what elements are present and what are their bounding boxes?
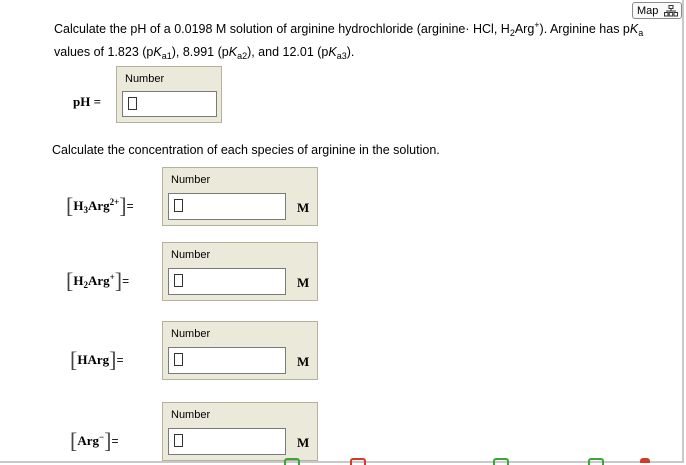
- ph-label: pH =: [73, 94, 101, 109]
- species-label-arg: [Arg−]=: [70, 428, 119, 453]
- ph-number-label: Number: [125, 73, 165, 85]
- arg-unit: M: [297, 435, 310, 450]
- species-instruction: Calculate the concentration of each species of arginine in the solution.: [52, 143, 440, 157]
- h2arg-number-label: Number: [171, 249, 211, 261]
- green-check-icon[interactable]: [493, 458, 509, 465]
- species-label-harg: [HArg]=: [70, 347, 124, 372]
- harg-unit: M: [297, 354, 310, 369]
- h2arg-input[interactable]: [168, 268, 286, 295]
- h3arg-number-box: [162, 167, 318, 226]
- arg-input[interactable]: [168, 428, 286, 455]
- arg-number-box: [162, 402, 318, 461]
- harg-number-label: Number: [171, 328, 211, 340]
- bottom-toolbar: [280, 458, 680, 463]
- harg-number-box: [162, 321, 318, 380]
- text-cursor: [128, 97, 137, 110]
- h2arg-number-box: [162, 242, 318, 301]
- h2arg-unit: M: [297, 275, 310, 290]
- harg-input[interactable]: [168, 347, 286, 374]
- arg-number-label: Number: [171, 409, 211, 421]
- green-circle-icon[interactable]: [284, 458, 300, 465]
- text-cursor: [174, 274, 183, 287]
- species-label-h3arg: $[H_3Arg^{2+}]=$: [66, 193, 134, 218]
- text-cursor: [174, 199, 183, 212]
- question-text: Calculate the pH of a 0.0198 M solution of arginine hydrochloride (arginine· HCl, $H_2Arg^+$). Arginine has $pK_a$ values of 1.823 $(pK_{a1})$, 8.991 $(pK_{a2})$, and 12.01 $(pK_{a3})$.: [54, 20, 644, 61]
- species-label-h2arg: $[H_2Arg^+]=$: [66, 268, 130, 293]
- text-cursor: [174, 434, 183, 447]
- flag-icon[interactable]: [640, 458, 650, 463]
- ph-input[interactable]: [122, 91, 217, 117]
- red-circle-icon[interactable]: [350, 458, 366, 465]
- green-arrow-icon[interactable]: [588, 458, 604, 465]
- text-cursor: [174, 353, 183, 366]
- h3arg-number-label: Number: [171, 174, 211, 186]
- ph-number-box: [116, 66, 222, 123]
- h3arg-input[interactable]: [168, 193, 286, 220]
- h3arg-unit: M: [297, 200, 310, 215]
- map-button-label: Map: [637, 5, 659, 17]
